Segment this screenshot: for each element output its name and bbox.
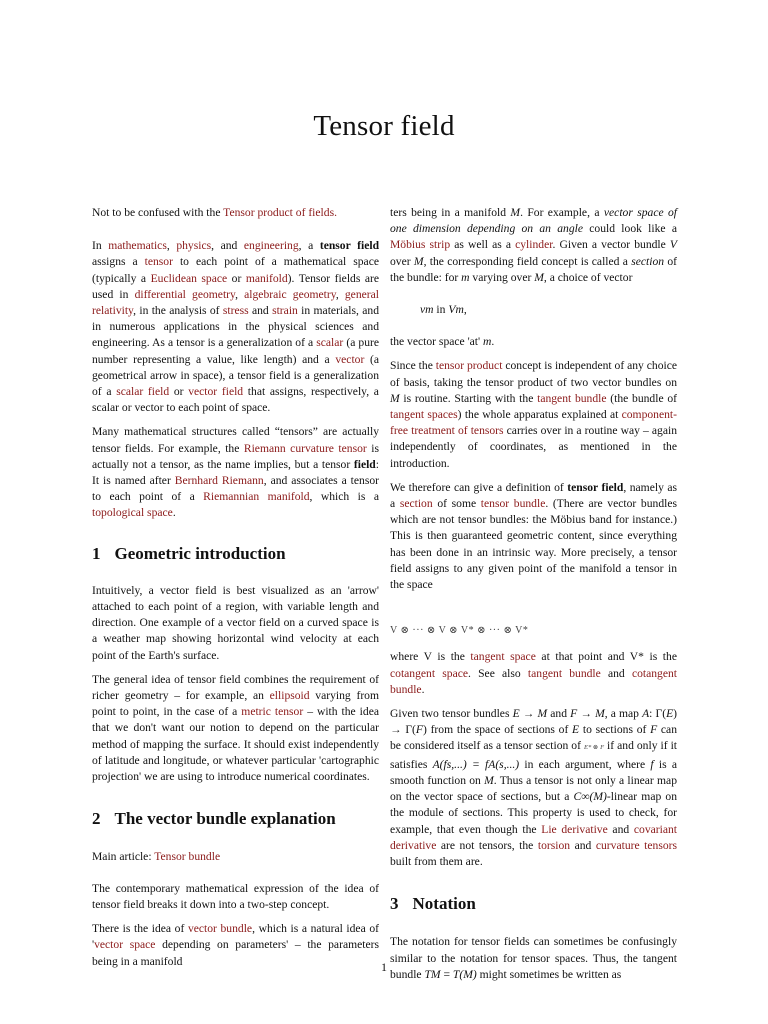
link-tensor-bundle-inline[interactable]: tensor bundle xyxy=(480,497,546,511)
link-covariant-derivative[interactable]: covariant derivative xyxy=(390,822,678,852)
link-torsion[interactable]: torsion xyxy=(537,838,571,852)
link-differential-geometry[interactable]: differential geometry xyxy=(134,287,236,301)
link-component-free-treatment[interactable]: component-free treatment of tensors xyxy=(390,408,677,438)
link-tensor-product-of-fields[interactable]: Tensor product of fields. xyxy=(223,206,337,219)
right-column xyxy=(390,205,677,991)
intro-paragraph: In mathematics, physics, and engineering, a tensor field assigns a tensor to each point of a mathematical space (typically a Euclidean space or manifold). Tensor fields are used in differential geometry, algebraic geometry, general relativity, in the analysis of stress and strain in materials, and in numerous applications in the physical sciences and engineering. As a tensor is a generalization of a scalar (a pure number representing a value, like length) and a vector (a geometrical arrow in space), a tensor field is a generalization of a scalar field or vector field that assigns, respectively, a scalar or vector to each point of space. xyxy=(92,239,380,415)
link-tangent-bundle-2[interactable]: tangent bundle xyxy=(527,666,601,680)
definition-paragraph: We therefore can give a definition of tensor field, namely as a section of some tensor bundle. (There are vector bundles which are not tensor bundles: the Möbius band for instance.) This is then guaranteed geometric content, since everything has been done in an intrinsic way. More precisely, a tensor field assigns to any given point of the manifold a tensor in the space xyxy=(390,480,677,592)
link-strain[interactable]: strain xyxy=(272,304,298,318)
link-algebraic-geometry[interactable]: algebraic geometry xyxy=(244,287,336,301)
notation-paragraph: The notation for tensor fields can sometimes be confusingly similar to the notation for tensor spaces. Thus, the tangent bundle TM = T(M) might sometimes be written as xyxy=(390,935,677,981)
geometric-paragraph-2: The general idea of tensor field combines the requirement of richer geometry – for example, an ellipsoid varying from point to point, in the case of a metric tensor – with the idea that we don't want our notion to depend on the particular method of mapping the surface. It should exist independently of latitude and longitude, or whatever particular 'cartographic projection' we are using to introduce numerical coordinates. xyxy=(92,672,379,784)
link-vector-space[interactable]: vector space xyxy=(94,938,156,952)
link-scalar-field[interactable]: scalar field xyxy=(116,385,170,399)
tensor-product-paragraph: Since the tensor product concept is independent of any choice of basis, taking the tensor product of two vector bundles on M is routine. Starting with the tangent bundle (the bundle of tangent spaces) the whole apparatus explained at component-free treatment of tensors carries over in a routine way – again independently of coordinates, as mentioned in the introduction. xyxy=(390,359,677,470)
link-riemann-curvature-tensor[interactable]: Riemann curvature tensor xyxy=(243,441,367,455)
link-bernhard-riemann[interactable]: Bernhard Riemann xyxy=(174,474,264,488)
link-vector-bundle[interactable]: vector bundle xyxy=(187,922,253,936)
link-mobius-strip[interactable]: Möbius strip xyxy=(390,238,451,252)
link-ellipsoid[interactable]: ellipsoid xyxy=(269,689,310,703)
link-vector-field[interactable]: vector field xyxy=(188,385,244,399)
main-article-note: Main article: Tensor bundle xyxy=(92,849,221,863)
vector-bundle-paragraph-2: There is the idea of vector bundle, which is a natural idea of 'vector space depending on parameters' – the parameters being in a manifold xyxy=(92,922,379,968)
link-tangent-bundle[interactable]: tangent bundle xyxy=(537,391,607,405)
link-engineering[interactable]: engineering xyxy=(243,239,299,253)
link-stress[interactable]: stress xyxy=(222,304,249,318)
link-manifold[interactable]: manifold xyxy=(245,271,288,285)
link-scalar[interactable]: scalar xyxy=(316,336,344,350)
page-title: Tensor field xyxy=(313,110,455,142)
page-number: 1 xyxy=(381,960,387,974)
link-tangent-space[interactable]: tangent space xyxy=(470,650,536,664)
vector-bundle-paragraph-1: The contemporary mathematical expression of the idea of tensor field breaks it down into a two-step concept. xyxy=(92,881,379,911)
link-tangent-spaces[interactable]: tangent spaces xyxy=(390,408,458,422)
link-euclidean-space[interactable]: Euclidean space xyxy=(150,271,228,285)
link-cotangent-space[interactable]: cotangent space xyxy=(390,666,469,680)
link-cotangent-bundle[interactable]: cotangent bundle xyxy=(390,666,678,696)
link-metric-tensor[interactable]: metric tensor xyxy=(241,705,304,719)
tangent-space-paragraph: where V is the tangent space at that point and V* is the cotangent space. See also tangent bundle and cotangent bundle. xyxy=(390,650,678,696)
link-curvature-tensors[interactable]: curvature tensors xyxy=(595,838,677,852)
math-tensor-space: V ⊗ ··· ⊗ V ⊗ V* ⊗ ··· ⊗ V* xyxy=(390,625,529,637)
link-mathematics[interactable]: mathematics xyxy=(108,239,167,253)
section-heading-vector-bundle-explanation: 2 The vector bundle explanation xyxy=(92,809,336,829)
link-riemannian-manifold[interactable]: Riemannian manifold xyxy=(203,490,310,504)
link-general-relativity[interactable]: general relativity xyxy=(92,287,379,318)
tensor-bundles-map-paragraph: Given two tensor bundles E → M and F → M, a map A: Γ(E) → Γ(F) from the space of sections of E to sections of F can be considered itself as a tensor section of E* ⊗ F if and only if it satisfies A(fs,...) = fA(s,...) in each argument, where f is a smooth function on M. Thus a tensor is not only a linear map on the vector space of sections, but a C∞(M)-linear map on the module of sections. This property is used to check, for example, that even though the Lie derivative and covariant derivative are not tensors, the torsion and curvature tensors built from them are. xyxy=(390,707,678,868)
vector-bundle-paragraph-2-continued: ters being in a manifold M. For example, a vector space of one dimension depending on an angle could look like a Möbius strip as well as a cylinder. Given a vector bundle V over M, the corresponding field concept is called a section of the bundle: for m varying over M, a choice of vector xyxy=(390,206,678,284)
link-physics[interactable]: physics xyxy=(176,239,212,253)
link-cylinder[interactable]: cylinder xyxy=(515,238,553,252)
link-topological-space[interactable]: topological space xyxy=(92,506,173,520)
link-vector[interactable]: vector xyxy=(335,352,365,366)
vector-space-at-m: the vector space 'at' m. xyxy=(390,335,495,349)
left-column xyxy=(92,205,379,978)
section-heading-geometric-introduction: 1 Geometric introduction xyxy=(92,543,286,563)
link-lie-derivative[interactable]: Lie derivative xyxy=(541,822,608,836)
geometric-paragraph-1: Intuitively, a vector field is best visualized as an 'arrow' attached to each point of a region, with variable length and direction. One example of a vector field on a curved space is a weather map showing horizontal wind velocity at each point of the Earth's surface. xyxy=(92,583,379,662)
section-heading-notation: 3 Notation xyxy=(390,894,476,914)
tensors-paragraph: Many mathematical structures called “tensors” are actually tensor fields. For example, the Riemann curvature tensor is actually not a tensor, as the name implies, but a tensor field: It is named after Bernhard Riemann, and associates a tensor to each point of a Riemannian manifold, which is a topological space. xyxy=(92,425,379,520)
math-vm-in-vm: vm in Vm, xyxy=(420,303,467,317)
link-tensor-product[interactable]: tensor product xyxy=(435,359,503,373)
link-tensor[interactable]: tensor xyxy=(144,255,173,269)
link-tensor-bundle[interactable]: Tensor bundle xyxy=(154,849,221,863)
disambiguation-note: Not to be confused with the Tensor product of fields. xyxy=(92,206,337,219)
math-dual-tensor-inline: E* ⊗ F xyxy=(583,744,605,752)
link-section[interactable]: section xyxy=(399,497,433,511)
